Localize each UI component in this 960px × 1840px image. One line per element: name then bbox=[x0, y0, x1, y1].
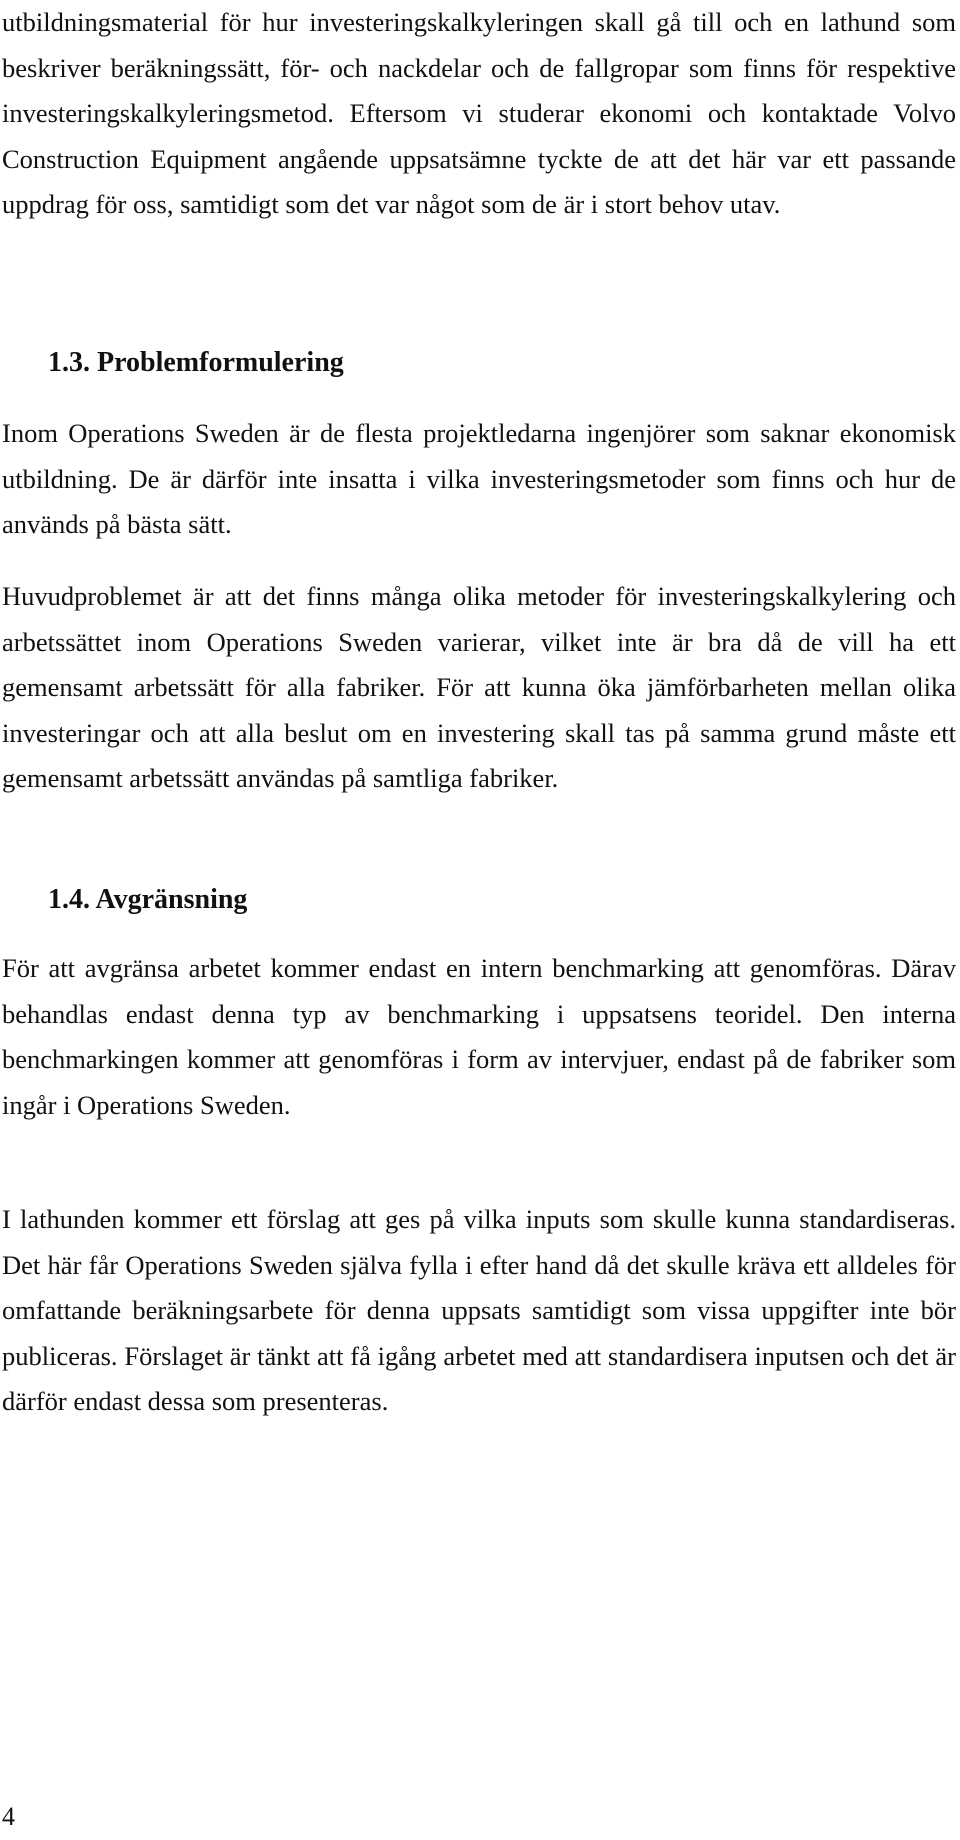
problem-paragraph-2: Huvudproblemet är att det finns många olika metoder för investeringskalkylering och arbetssättet inom Operations Sweden varierar, vilket inte är bra då de vill ha ett gemensamt arbetssätt för alla fabriker. För att kunna öka jämförbarheten mellan olika investeringar och att alla beslut om en investering skall tas på samma grund måste ett gemensamt arbetssätt användas på samtliga fabriker. bbox=[2, 581, 956, 793]
section-heading-avgransning: 1.4. Avgränsning bbox=[48, 884, 248, 915]
scope-paragraph-1: För att avgränsa arbetet kommer endast en intern benchmarking att genomföras. Därav behandlas endast denna typ av benchmarking i uppsatsens teoridel. Den interna benchmarkingen kommer att genomföras i form av intervjuer, endast på de fabriker som ingår i Operations Sweden. bbox=[2, 953, 956, 1120]
problem-paragraph-1: Inom Operations Sweden är de flesta projektledarna ingenjörer som saknar ekonomisk utbildning. De är därför inte insatta i vilka investeringsmetoder som finns och hur de används på bästa sätt. bbox=[2, 418, 956, 539]
page-number: 4 bbox=[2, 1802, 15, 1831]
intro-paragraph: utbildningsmaterial för hur investeringskalkyleringen skall gå till och en lathund som beskriver beräkningssätt, för- och nackdelar och de fallgropar som finns för respektive investeringskalkyleringsmetod. Eftersom vi studerar ekonomi och kontaktade Volvo Construction Equipment angående uppsatsämne tyckte de att det här var ett passande uppdrag för oss, samtidigt som det var något som de är i stort behov utav. bbox=[2, 7, 956, 219]
scope-paragraph-2: I lathunden kommer ett förslag att ges på vilka inputs som skulle kunna standardiseras. Det här får Operations Sweden själva fylla i efter hand då det skulle kräva ett alldeles för omfattande beräkningsarbete för denna uppsats samtidigt som vissa uppgifter inte bör publiceras. Förslaget är tänkt att få igång arbetet med att standardisera inputsen och det är därför endast dessa som presenteras. bbox=[2, 1204, 956, 1416]
section-heading-problemformulering: 1.3. Problemformulering bbox=[48, 347, 344, 378]
